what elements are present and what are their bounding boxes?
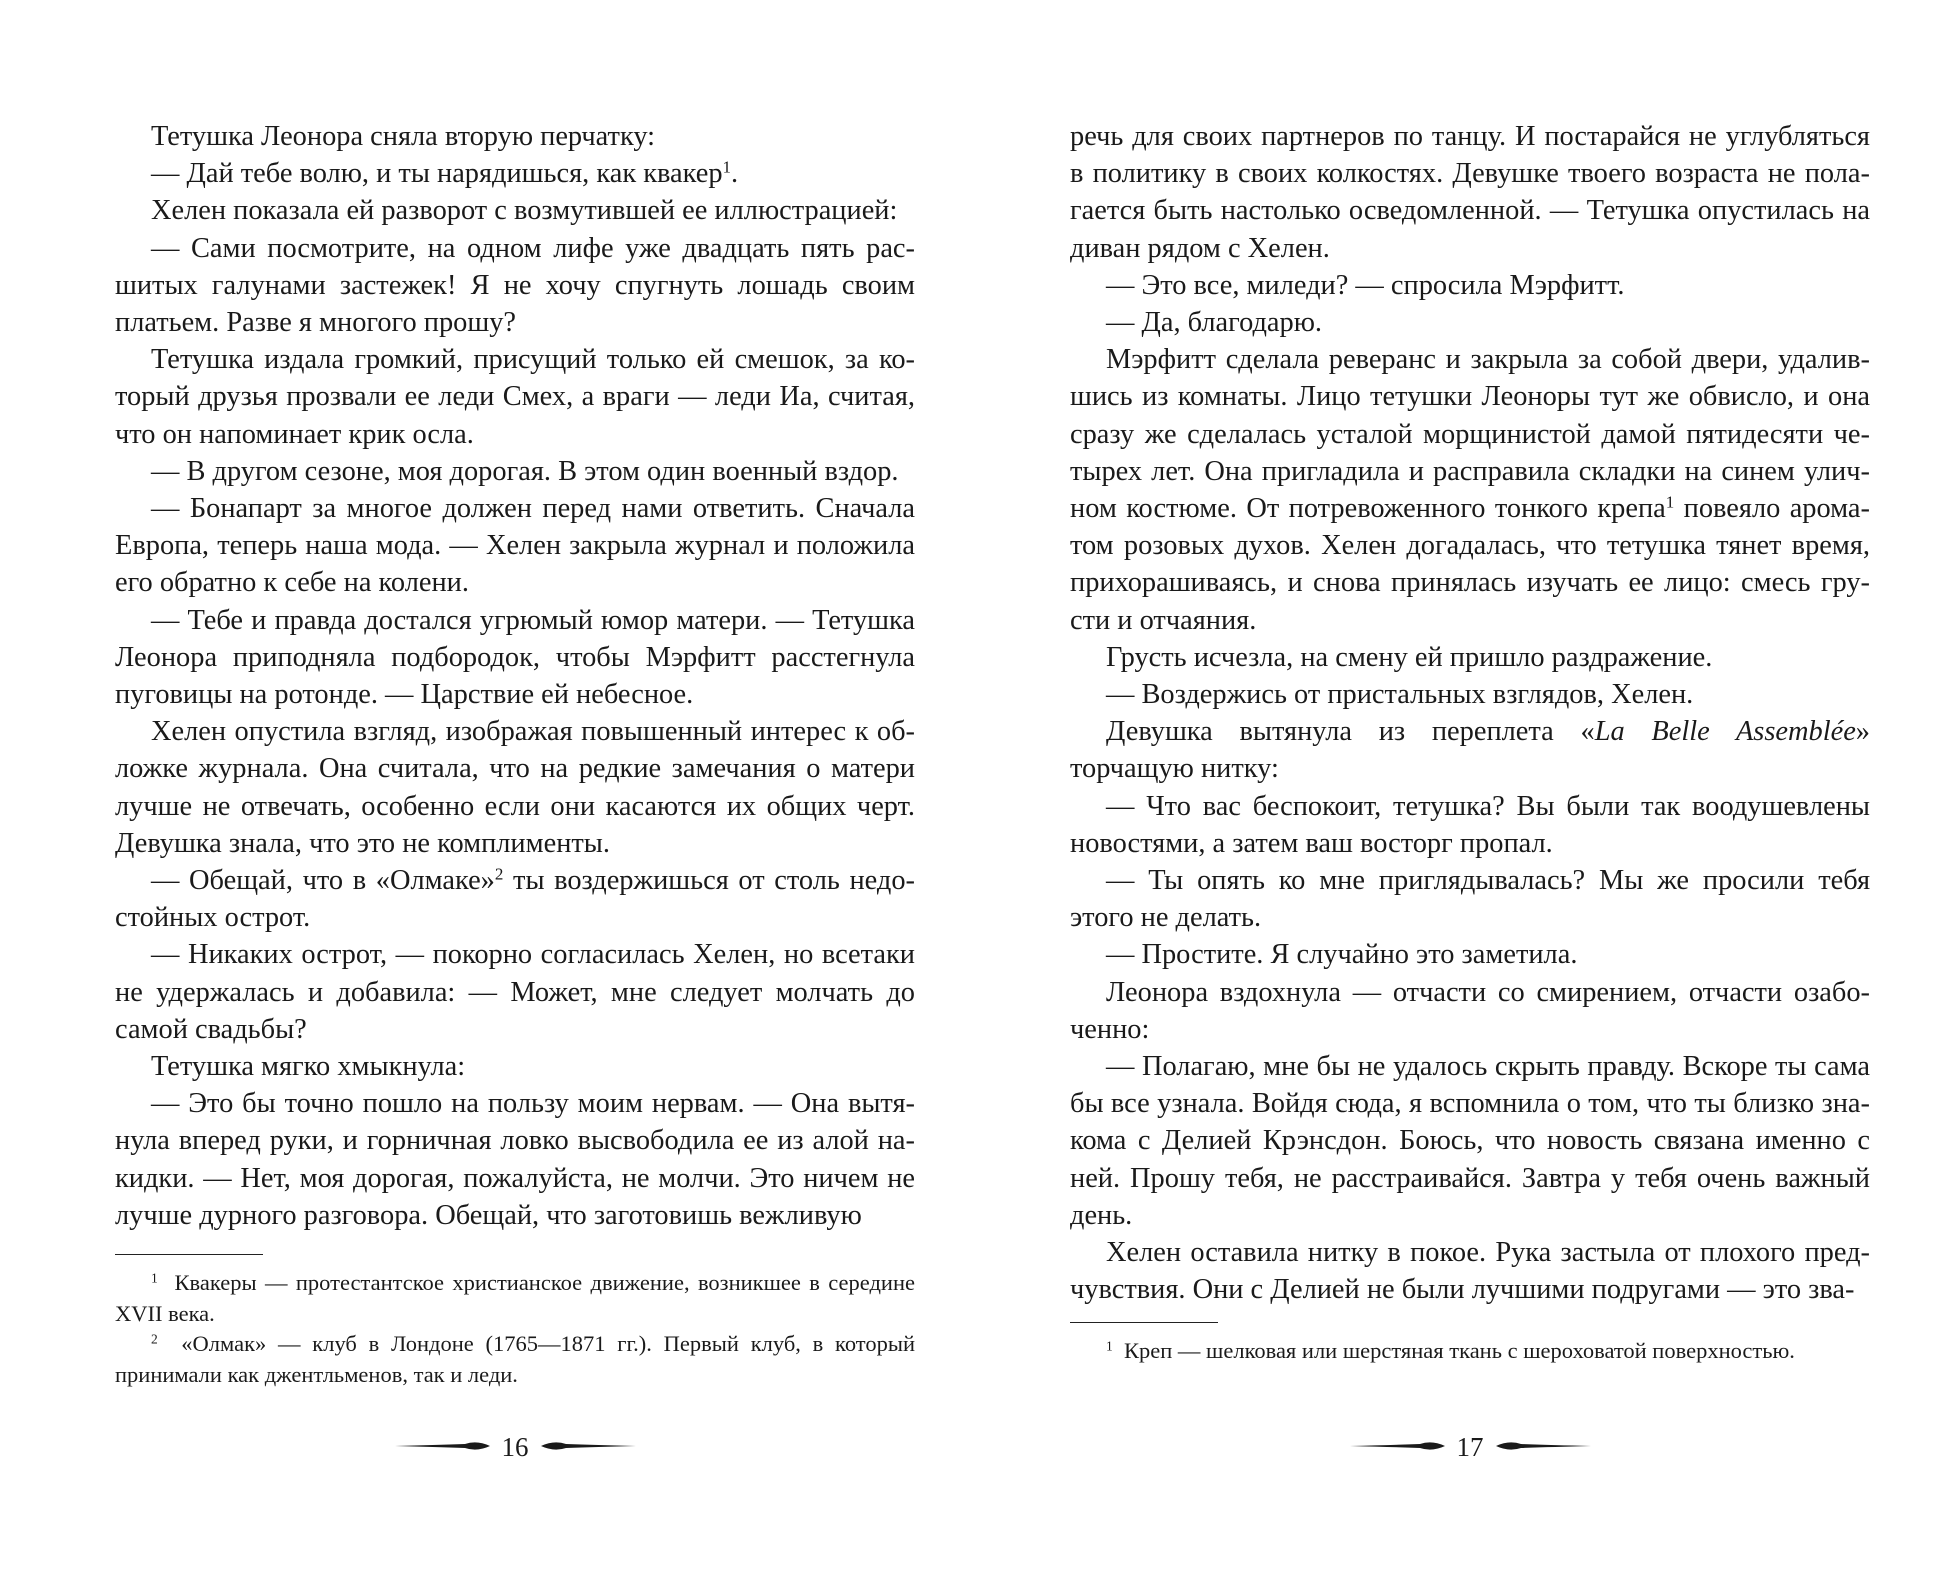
paragraph: Тетушка Леонора сняла вторую перчатку: [151,121,656,152]
paragraph: — Ты опять ко мне приглядывалась? Мы же просили тебя этого не делать. [1070,865,1870,934]
paragraph: — Дай тебе волю, и ты нарядишься, как квакер$^1$. [151,157,739,190]
right-footnotes [1070,1336,1870,1367]
footnote: $^1$ Квакеры — протестантское христианское движение, возникшее в середине XVII века. [115,1270,915,1326]
paragraph: — Никаких острот, — покорно согласилась Хелен, но всетаки не удержалась и добавила: — Может, мне следует молчать до самой свадьбы? [115,939,915,1045]
page-number-ornament [385,1426,645,1466]
paragraph: — Простите. Я случайно это заметила. [1106,939,1578,971]
left-body-text [115,118,915,1234]
right-page [980,0,1960,1580]
paragraph: — Бонапарт за многое должен перед нами ответить. Сначала Европа, теперь наша мода. — Хелен закрыла журнал и положила его обратно к себе на колени. [115,493,915,599]
footnote-marker: 1 [1665,492,1675,512]
paragraph: Хелен показала ей разворот с возмутившей ее иллюстрацией: [151,195,898,227]
magazine-title: La Belle Assemblée [1594,716,1856,748]
paragraph: Хелен оставила нитку в покое. Рука застыла от плохого предчувствия. Они с Делией не были лучшими подругами — это зва- [1070,1237,1870,1306]
paragraph: Девушка вытянула из переплета «La Belle Assemblée» торчащую нитку: [1070,716,1870,785]
footnote-divider [115,1254,263,1255]
paragraph: — Тебе и правда достался угрюмый юмор матери. — Тетушка Леонора приподняла подбородок, чтобы Мэрфитт расстегнула пуговицы на ротонде. — Царствие ей небесное. [115,604,915,711]
footnote: $^2$ «Олмак» — клуб в Лондоне (1765—1871 гг.). Первый клуб, в который принимали как джентльменов, так и леди. [115,1331,915,1387]
paragraph: — Что вас беспокоит, тетушка? Вы были так воодушевлены новостями, а затем ваш восторг пропал. [1070,790,1870,859]
page-number-ornament [1340,1426,1600,1466]
paragraph: — В другом сезоне, моя дорогая. В этом один военный вздор. [151,455,899,487]
paragraph: — Сами посмотрите, на одном лифе уже двадцать пять расшитых галунами застежек! Я не хочу спугнуть лошадь своим платьем. Разве я многого прошу? [115,232,915,339]
paragraph: Тетушка издала громкий, присущий только ей смешок, за который друзья прозвали ее леди Смех, а враги — леди Иа, считая, что он напоминает крик осла. [115,344,915,450]
page-number: 16 [501,1431,529,1462]
paragraph: Леонора вздохнула — отчасти со смирением, отчасти озабоченно: [1070,976,1870,1045]
footnote: $^1$ Креп — шелковая или шерстяная ткань с шероховатой поверхностью. [1106,1338,1795,1363]
right-flourish-icon [1496,1436,1591,1456]
page-number: 17 [1456,1431,1484,1462]
left-flourish-icon [1350,1436,1445,1456]
paragraph: — Это бы точно пошло на пользу моим нервам. — Она вытянула вперед руки, и горничная ловко высвободила ее из алой накидки. — Нет, моя дорогая, пожалуйста, не молчи. Это ничем не лучше дурного разговора. Обещай, что заготовишь вежливую [115,1088,915,1231]
footnote-marker: 1 [722,157,732,177]
paragraph: — Это все, миледи? — спросила Мэрфитт. [1106,269,1625,301]
paragraph: Грусть исчезла, на смену ей пришло раздражение. [1106,641,1713,673]
paragraph: Тетушка мягко хмыкнула: [151,1051,466,1083]
paragraph: Мэрфитт сделала реверанс и закрыла за собой двери, удалившись из комнаты. Лицо тетушки Леоноры тут же обвисло, и она сразу же сделалась усталой морщинистой дамой пятидесяти четырех лет. Она пригладила и расправила складки на синем уличном костюме. От потревоженного тонкого крепа$^1$ повеяло ароматом розовых духов. Хелен догадалась, что тетушка тянет время, прихорашиваясь, и снова принялась изучать ее лицо: смесь грусти и отчаяния. [1070,344,1870,636]
paragraph: — Воздержись от пристальных взглядов, Хелен. [1106,679,1694,711]
paragraph: — Обещай, что в «Олмаке»$^2$ ты воздержишься от столь недостойных острот. [115,864,915,934]
paragraph: — Да, благодарю. [1106,307,1323,339]
paragraph: Хелен опустила взгляд, изображая повышенный интерес к обложке журнала. Она считала, что на редкие замечания о матери лучше не отвечать, особенно если они касаются их общих черт. Девушка знала, что это не комплименты. [115,716,915,859]
right-flourish-icon [541,1436,636,1456]
footnote-marker: 2 [494,864,504,884]
paragraph: речь для своих партнеров по танцу. И постарайся не углубляться в политику в своих колкостях. Девушке твоего возраста не полагается быть настолько осведомленной. — Тетушка опустилась на диван рядом с Хелен. [1070,121,1870,264]
paragraph: — Полагаю, мне бы не удалось скрыть правду. Вскоре ты сама бы все узнала. Войдя сюда, я вспомнила о том, что ты близко знакома с Делией Крэнсдон. Боюсь, что новость связана именно с ней. Прошу тебя, не расстраивайся. Завтра у тебя очень важный день. [1070,1051,1870,1231]
footnote-divider [1070,1322,1218,1323]
left-flourish-icon [395,1436,490,1456]
left-footnotes [115,1268,915,1390]
right-body-text [1070,118,1870,1309]
